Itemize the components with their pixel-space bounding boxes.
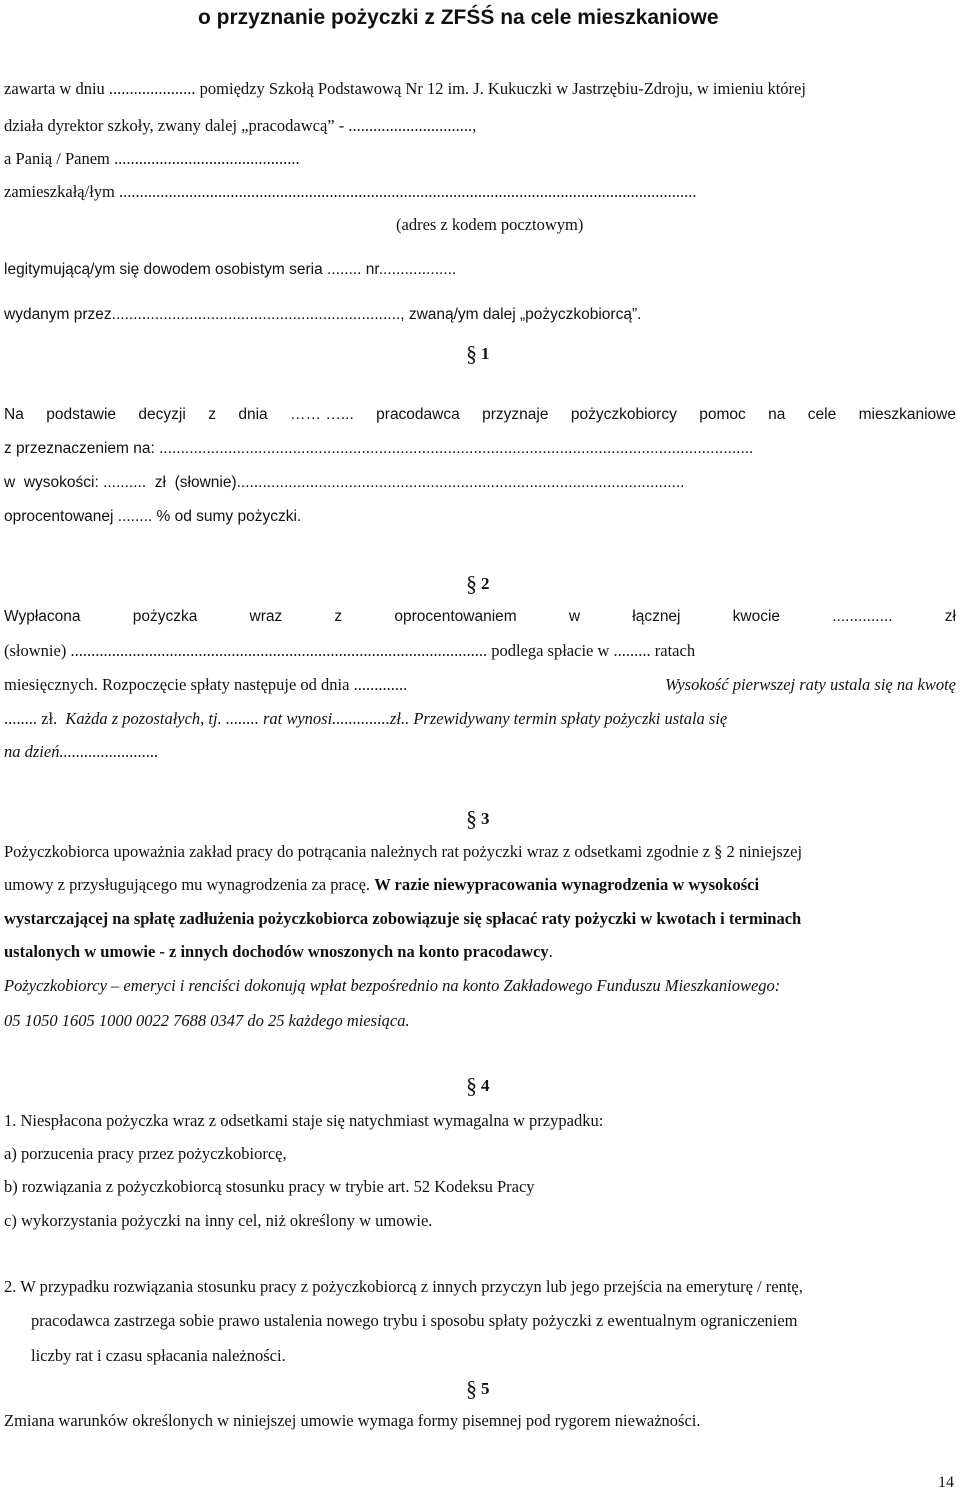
section-symbol: § — [466, 571, 477, 596]
p2-line-3 — [4, 674, 956, 696]
word: …… …... — [290, 406, 354, 423]
section-symbol: § — [466, 806, 477, 831]
word: oprocentowaniem — [394, 608, 517, 625]
section-3-heading — [466, 806, 490, 832]
word: mieszkaniowe — [858, 406, 956, 423]
intro-line-6: legitymującą/ym się dowodem osobistym seria ........ nr.................. — [4, 261, 457, 278]
word: pracodawca — [376, 406, 460, 423]
text-italic: na dzień........................ — [4, 742, 159, 761]
intro-line-4: zamieszkałą/łym ............................................................................................................................................ — [4, 182, 697, 201]
intro-text: zawarta w dniu ..................... pomiędzy Szkołą Podstawową Nr 12 im. J. Kukuczki w Jastrzębiu-Zdroju, w imieniu której — [4, 79, 806, 98]
intro-line-3: a Panią / Panem ............................................. — [4, 149, 300, 168]
p2-line-1 — [4, 606, 956, 628]
word: .............. — [832, 608, 893, 625]
section-1-heading — [466, 341, 490, 367]
p2-line-4 — [4, 708, 956, 730]
text-italic: 05 1050 1605 1000 0022 7688 0347 do 25 każdego miesiąca. — [4, 1011, 410, 1030]
word: łącznej — [632, 608, 681, 625]
word: (słownie)........................................................................................................ — [174, 474, 685, 491]
section-symbol: § — [466, 1376, 477, 1401]
word: Wypłacona — [4, 608, 81, 625]
p3-line-6 — [4, 1010, 956, 1032]
section-4-heading — [466, 1073, 490, 1099]
word: pomoc — [699, 406, 746, 423]
text-italic: Pożyczkobiorcy – emeryci i renciści dokonują wpłat bezpośrednio na konto Zakładowego Funduszu Mieszkaniowego: — [4, 976, 781, 995]
word: pożyczka — [132, 608, 198, 625]
text-bold: wystarczającej na spłatę zadłużenia pożyczkobiorca zobowiązuje się spłacać raty pożyczki w kwotach i terminach — [4, 909, 802, 928]
section-number: 5 — [481, 1379, 490, 1398]
word: wysokości: .......... — [23, 474, 147, 491]
section-number: 2 — [481, 574, 490, 593]
p4-item-2-cont: pracodawca zastrzega sobie prawo ustalenia nowego trybu i sposobu spłaty pożyczki z ewentualnym ograniczeniem — [31, 1311, 798, 1330]
p5-line-1: Zmiana warunków określonych w niniejszej umowie wymaga formy pisemnej pod rygorem nieważności. — [4, 1411, 701, 1430]
p1-line-2: z przeznaczeniem na: .......................................................................................................................................... — [4, 440, 754, 457]
p3-line-3 — [4, 908, 956, 930]
intro-line-1 — [4, 78, 956, 100]
word: Na — [4, 406, 24, 423]
text-italic: Każda z pozostałych, tj. ........ rat wynosi..............zł.. Przewidywany termin spłaty pożyczki ustala się — [65, 709, 728, 728]
address-hint: (adres z kodem pocztowym) — [396, 215, 584, 234]
p2-line-5 — [4, 741, 956, 763]
text: . — [548, 942, 553, 961]
p1-line-4: oprocentowanej ........ % od sumy pożyczki. — [4, 508, 302, 525]
p4-item-1: 1. Niespłacona pożyczka wraz z odsetkami staje się natychmiast wymagalna w przypadku: — [4, 1111, 604, 1130]
p3-line-5 — [4, 975, 956, 997]
p4-item-a: a) porzucenia pracy przez pożyczkobiorcę, — [4, 1144, 287, 1163]
word: pożyczkobiorcy — [570, 406, 677, 423]
section-5-heading — [466, 1376, 490, 1402]
word: w — [4, 474, 16, 491]
word: decyzji — [138, 406, 186, 423]
word: wraz — [249, 608, 283, 625]
p1-line-3 — [4, 472, 956, 494]
intro-line-2: działa dyrektor szkoły, zwany dalej „pracodawcą” - .............................., — [4, 116, 477, 135]
word: przyznaje — [482, 406, 549, 423]
p3-line-4 — [4, 941, 956, 963]
p4-item-2: 2. W przypadku rozwiązania stosunku pracy z pożyczkobiorcą z innych przyczyn lub jego przejścia na emeryturę / rentę, — [4, 1277, 803, 1296]
word: z — [334, 608, 343, 625]
section-number: 4 — [481, 1076, 490, 1095]
text-bold: ustalonych w umowie - z innych dochodów wnoszonych na konto pracodawcy — [4, 942, 549, 961]
word: zł — [154, 474, 166, 491]
word: z — [208, 406, 216, 423]
p1-line-1 — [4, 404, 956, 426]
text: ........ zł. — [4, 709, 58, 728]
p2-line-2: (słownie) ..................................................................................................... podlega spłacie w ......... ratach — [4, 641, 696, 660]
text-italic: Wysokość pierwszej raty ustala się na kwotę — [665, 675, 956, 694]
text: miesięcznych. Rozpoczęcie spłaty następuje od dnia ............. — [4, 675, 408, 694]
page-title: o przyznanie pożyczki z ZFŚŚ na cele mieszkaniowe — [198, 6, 719, 29]
section-symbol: § — [466, 1073, 477, 1098]
p4-item-b: b) rozwiązania z pożyczkobiorcą stosunku pracy w trybie art. 52 Kodeksu Pracy — [4, 1177, 535, 1196]
word: podstawie — [46, 406, 117, 423]
text: umowy z przysługującego mu wynagrodzenia za pracę. — [4, 875, 371, 894]
section-number: 3 — [481, 809, 490, 828]
page-number: 14 — [938, 1474, 954, 1491]
p3-line-1: Pożyczkobiorca upoważnia zakład pracy do potrącania należnych rat pożyczki wraz z odsetkami zgodnie z § 2 niniejszej — [4, 842, 803, 861]
section-number: 1 — [481, 344, 490, 363]
p3-line-2 — [4, 874, 956, 896]
text-bold: W razie niewypracowania wynagrodzenia w wysokości — [374, 875, 760, 894]
word: na — [768, 406, 786, 423]
word: dnia — [238, 406, 268, 423]
word: zł — [944, 608, 956, 625]
section-symbol: § — [466, 341, 477, 366]
p4-item-2-cont: liczby rat i czasu spłacania należności. — [31, 1346, 286, 1365]
word: w — [568, 608, 581, 625]
section-2-heading — [466, 571, 490, 597]
intro-line-7: wydanym przez..................................................................., zwaną/ym dalej „pożyczkobiorcą”. — [4, 306, 642, 323]
word: kwocie — [732, 608, 781, 625]
p4-item-c: c) wykorzystania pożyczki na inny cel, niż określony w umowie. — [4, 1211, 433, 1230]
word: cele — [807, 406, 837, 423]
